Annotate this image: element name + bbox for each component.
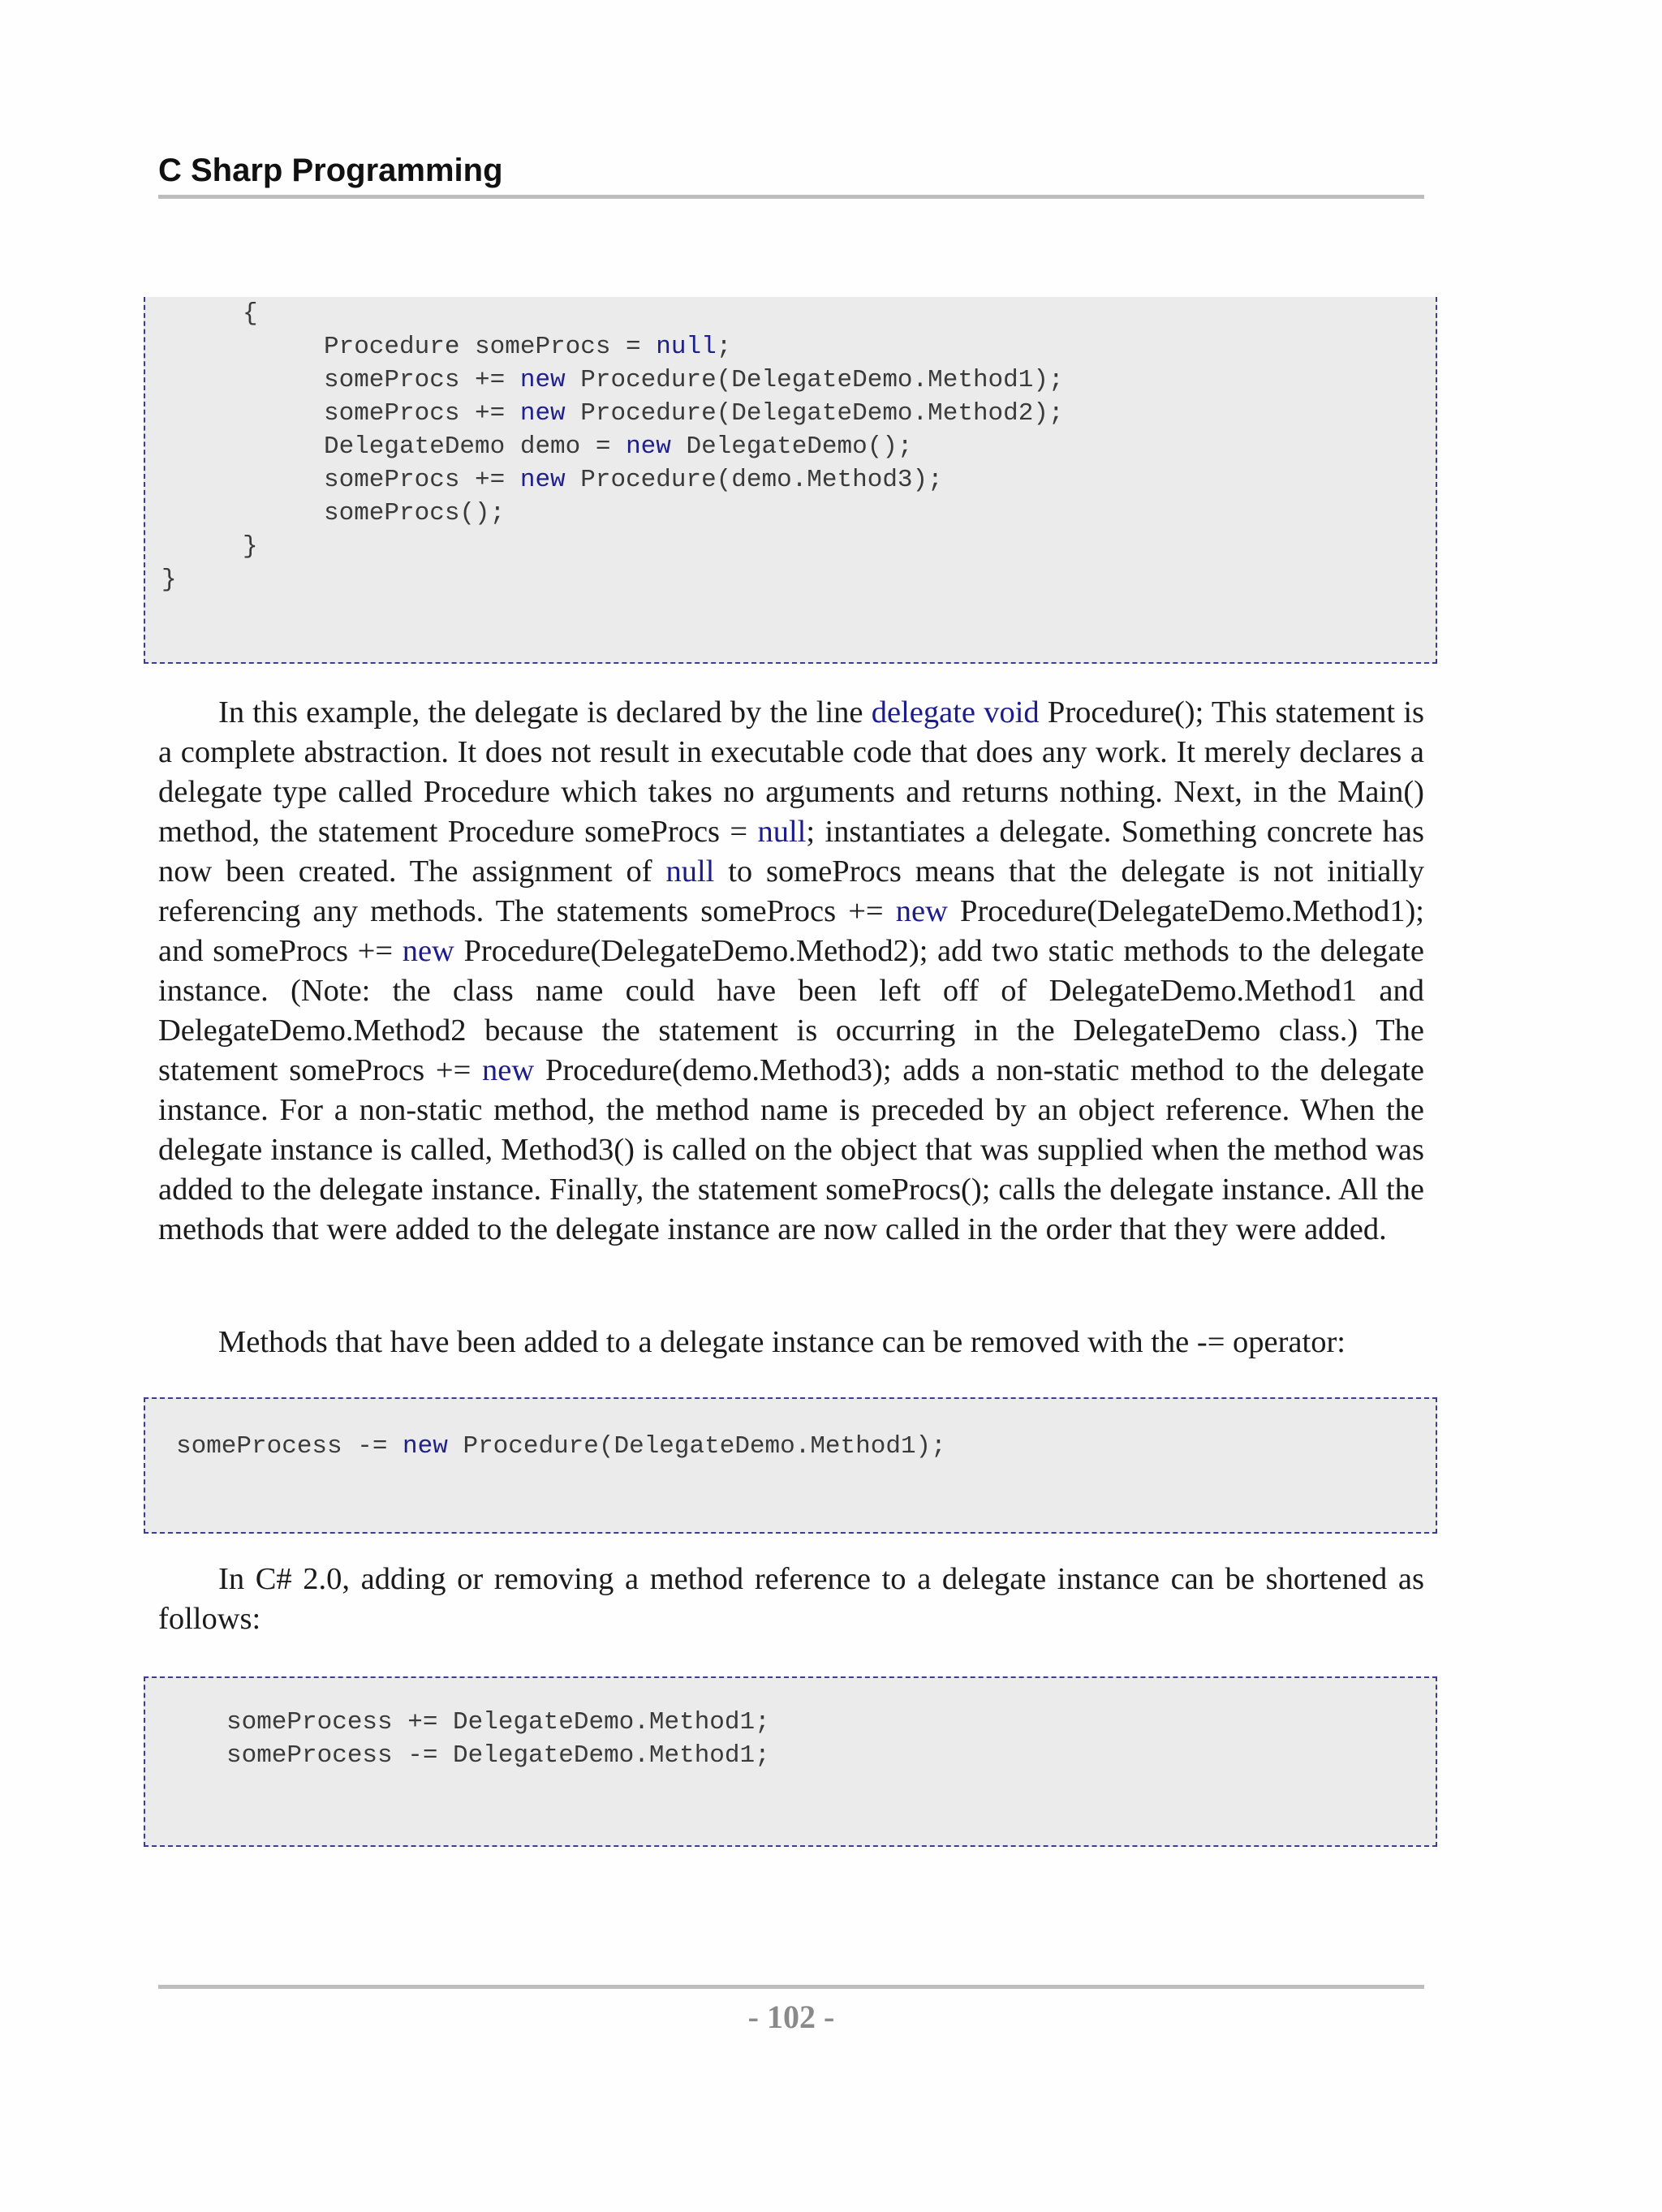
code-text: someProcess -= DelegateDemo.Method1;	[226, 1741, 770, 1770]
code-line	[243, 530, 258, 563]
paragraph-text: Procedure(DelegateDemo.Method1); and someProcs +=	[158, 894, 1424, 968]
code-line	[324, 364, 1064, 397]
inline-code-keyword: new	[402, 934, 454, 968]
inline-code-keyword: new	[895, 894, 948, 928]
inline-code-keyword: null	[757, 815, 807, 849]
code-text: Procedure(demo.Method3);	[565, 466, 943, 494]
code-keyword: new	[626, 433, 671, 461]
code-text: ;	[716, 333, 732, 361]
code-text: someProcs +=	[324, 399, 520, 428]
code-text: }	[243, 532, 258, 561]
code-keyword: null	[656, 333, 717, 361]
removal-paragraph	[158, 1323, 1424, 1362]
footer-rule	[158, 1985, 1424, 1989]
code-keyword: new	[519, 466, 566, 494]
code-text: Procedure(DelegateDemo.Method2);	[565, 399, 1064, 428]
paragraph-text: Procedure(); This statement is a complete abstraction. It does not result in executable code that does any work. It merely declares a delegate type called Procedure which takes no arguments and returns nothing. Next, in the Main() method, the statement Procedure someProcs =	[158, 695, 1424, 849]
code-line	[324, 330, 731, 364]
code-text: }	[161, 566, 177, 594]
code-text: someProcs();	[324, 499, 506, 527]
code-line	[324, 397, 1064, 430]
paragraph-text: to someProcs means that the delegate is not initially referencing any methods. The statements someProcs +=	[158, 854, 1424, 928]
code-block-2	[144, 1397, 1437, 1534]
code-keyword: new	[519, 399, 566, 428]
paragraph-text: In this example, the delegate is declared by the line	[218, 695, 872, 729]
inline-code-keyword: delegate void	[871, 695, 1040, 729]
code-text: {	[243, 299, 258, 328]
code-block-1	[144, 297, 1437, 664]
code-block-3	[144, 1676, 1437, 1847]
code-text: DelegateDemo demo =	[324, 433, 626, 461]
page-number: - 102 -	[747, 1999, 835, 2035]
code-line	[324, 463, 943, 497]
shorthand-paragraph-text: In C# 2.0, adding or removing a method reference to a delegate instance can be shortened as follows:	[158, 1562, 1424, 1636]
code-keyword: new	[519, 366, 566, 394]
code-line	[226, 1706, 770, 1739]
explanation-paragraph	[158, 693, 1424, 1250]
inline-code-keyword: new	[482, 1053, 535, 1087]
code-text: someProcs +=	[324, 366, 520, 394]
code-keyword: new	[403, 1432, 448, 1461]
code-text: someProcess -=	[176, 1432, 403, 1461]
header-rule	[158, 195, 1424, 199]
code-line	[161, 563, 177, 596]
code-text: Procedure(DelegateDemo.Method1);	[447, 1432, 946, 1461]
shorthand-paragraph	[158, 1560, 1424, 1639]
code-text: someProcs +=	[324, 466, 520, 494]
paragraph-text: ; instantiates a delegate. Something concrete has now been created. The assignment of	[158, 815, 1424, 889]
code-line	[176, 1430, 946, 1463]
code-line	[226, 1739, 770, 1772]
code-text: someProcess += DelegateDemo.Method1;	[226, 1708, 770, 1736]
code-line	[243, 297, 258, 330]
code-text: Procedure(DelegateDemo.Method1);	[565, 366, 1064, 394]
code-text: Procedure someProcs =	[324, 333, 657, 361]
code-line	[324, 497, 505, 530]
code-text: DelegateDemo();	[670, 433, 913, 461]
inline-code-keyword: null	[665, 854, 715, 889]
removal-paragraph-text: Methods that have been added to a delegate instance can be removed with the -= operator:	[218, 1325, 1346, 1359]
page-header-title: C Sharp Programming	[158, 153, 503, 188]
code-line	[324, 430, 913, 463]
paragraph-text: Procedure(demo.Method3); adds a non-static method to the delegate instance. For a non-static method, the method name is preceded by an object reference. When the delegate instance is called, Method3() is called on the object that was supplied when the method was added to the delegate instance. Finally, the statement someProcs(); calls the delegate instance. All the methods that were added to the delegate instance are now called in the order that they were added.	[158, 1053, 1424, 1246]
paragraph-text: Procedure(DelegateDemo.Method2); add two static methods to the delegate instance. (Note: the class name could have been left off of DelegateDemo.Method1 and DelegateDemo.Method2 because the statement is occurring in the DelegateDemo class.) The statement someProcs +=	[158, 934, 1424, 1087]
